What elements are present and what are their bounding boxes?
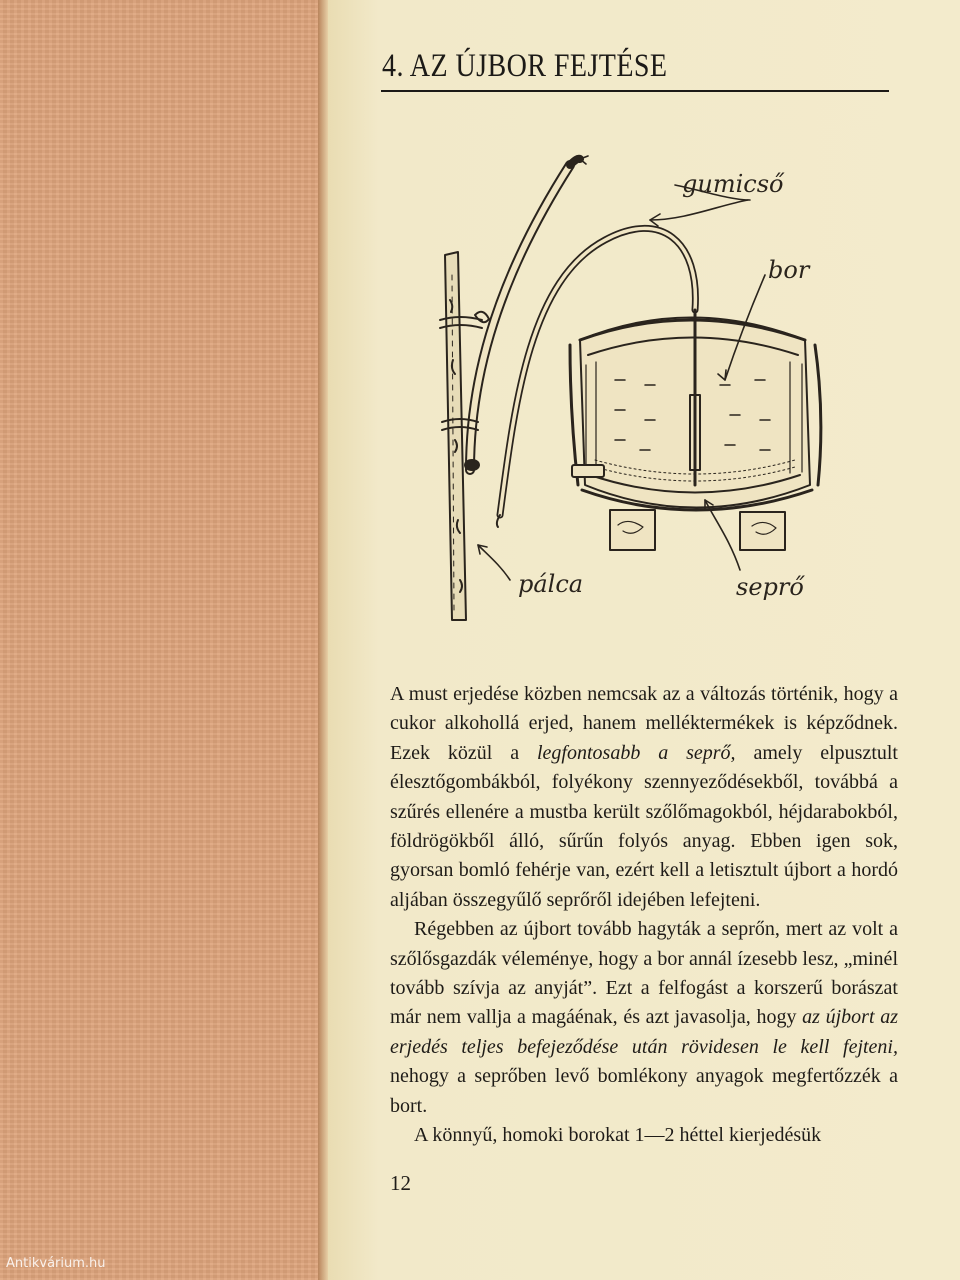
body-text xyxy=(390,680,898,1151)
text-run: Régebben az újbort tovább hagyták a seprőn, mert az volt a szőlősgazdák véleménye, hogy a bor annál ízesebb lesz, „minél tovább szívja az anyját”. Ezt a felfogást a korszerű borászat már nem vallja a magáénak, és azt javasolja, hogy xyxy=(390,918,898,1029)
text-run: nehogy a seprőben levő bomlékony anyagok megfertőzzék a bort. xyxy=(390,1065,898,1117)
text-run: amely elpusztult élesztőgombákból, folyékony szennyeződésekből, továbbá a szűrés ellenére a mustba került szőlőmagokból, héjdarabokból, földrögökből álló, sűrűn folyós anyag. Ebben igen sok, gyorsan bomló fehérje van, ezért kell a letisztult újbort a hordó aljában összegyűlő seprőről idejében lefejteni. xyxy=(390,741,898,911)
paragraph-3 xyxy=(390,1121,898,1150)
siphon-barrel-illustration xyxy=(400,140,900,640)
label-wine: bor xyxy=(768,256,810,284)
emphasized-text: legfontosabb a seprő, xyxy=(536,741,736,764)
watermark: Antikvárium.hu xyxy=(6,1256,106,1271)
paragraph-2 xyxy=(390,915,898,1121)
page-number: 12 xyxy=(390,1171,411,1195)
paragraph-1 xyxy=(390,680,898,915)
book-cover xyxy=(0,0,318,1280)
chapter-title: 4. AZ ÚJBOR FEJTÉSE xyxy=(382,48,668,84)
label-stick: pálca xyxy=(518,570,584,598)
title-rule xyxy=(381,90,889,92)
text-run: A must erjedése közben nemcsak az a változás történik, hogy a cukor alkohollá erjed, hanem melléktermékek is képződnek. Ezek közül a xyxy=(390,683,898,764)
emphasized-text: az újbort az erjedés teljes befejeződése után rövidesen le kell fejteni, xyxy=(390,1006,898,1058)
label-lees: seprő xyxy=(736,573,804,601)
stick-drawing xyxy=(445,252,466,620)
barrel-drawing xyxy=(570,310,821,550)
text-run: A könnyű, homoki borokat 1—2 héttel kierjedésük xyxy=(414,1124,822,1147)
label-hose: gumicső xyxy=(682,170,784,198)
page-edge xyxy=(318,0,328,1280)
